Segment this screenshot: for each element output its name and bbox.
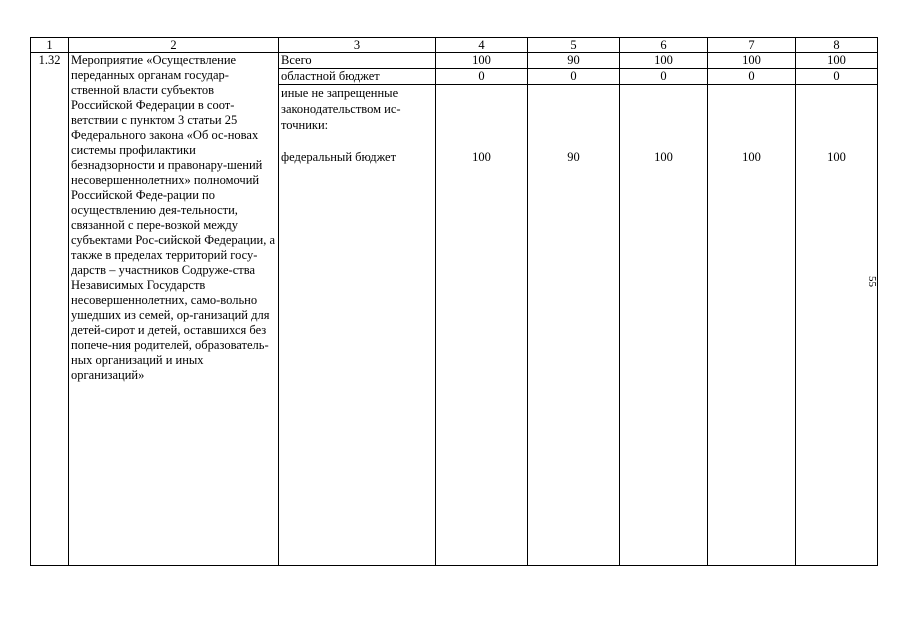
header-cell-6: 6 — [620, 38, 708, 53]
header-cell-3: 3 — [279, 38, 436, 53]
regional-value-8: 0 — [796, 69, 878, 85]
source-label-regional: областной бюджет — [279, 69, 436, 85]
page-number: 55 — [866, 276, 878, 287]
federal-cell-8 — [796, 85, 878, 566]
total-value-8: 100 — [796, 53, 878, 69]
header-cell-2: 2 — [69, 38, 279, 53]
total-value-4: 100 — [436, 53, 528, 69]
table-row-total — [31, 53, 878, 69]
source-label-federal: федеральный бюджет — [281, 150, 397, 164]
source-label-total: Всего — [279, 53, 436, 69]
other-sources-label: иные не запрещенные законодательством ис-точники: — [281, 86, 401, 132]
federal-value-5: 90 — [567, 150, 580, 164]
federal-cell-4 — [436, 85, 528, 566]
federal-value-6: 100 — [654, 150, 673, 164]
regional-value-5: 0 — [528, 69, 620, 85]
federal-cell-7 — [708, 85, 796, 566]
federal-cell-5 — [528, 85, 620, 566]
regional-value-6: 0 — [620, 69, 708, 85]
header-cell-8: 8 — [796, 38, 878, 53]
source-cell-other — [279, 85, 436, 566]
header-cell-7: 7 — [708, 38, 796, 53]
budget-table — [30, 37, 878, 566]
measure-description: Мероприятие «Осуществление переданных органам государ-ственной власти субъектов Российской Федерации в соот-ветствии с пунктом 3 статьи 25 Федерального закона «Об ос-новах системы профилактики безнадзорности и правонару-шений несовершеннолетних» полномочий Российской Феде-рации по осуществлению дея-тельности, связанной с пере-возкой между субъектами Рос-сийской Федерации, а также в пределах территорий госу-дарств – участников Содруже-ства Независимых Государств несовершеннолетних, само-вольно ушедших из семей, ор-ганизаций для детей-сирот и детей, оставшихся без попече-ния родителей, образователь-ных организаций и иных организаций» — [69, 53, 279, 566]
total-value-7: 100 — [708, 53, 796, 69]
header-cell-1: 1 — [31, 38, 69, 53]
regional-value-4: 0 — [436, 69, 528, 85]
federal-value-8: 100 — [827, 150, 846, 164]
regional-value-7: 0 — [708, 69, 796, 85]
header-cell-4: 4 — [436, 38, 528, 53]
header-cell-5: 5 — [528, 38, 620, 53]
federal-cell-6 — [620, 85, 708, 566]
federal-value-4: 100 — [472, 150, 491, 164]
federal-value-7: 100 — [742, 150, 761, 164]
total-value-6: 100 — [620, 53, 708, 69]
header-row — [31, 38, 878, 53]
total-value-5: 90 — [528, 53, 620, 69]
row-number: 1.32 — [31, 53, 69, 566]
